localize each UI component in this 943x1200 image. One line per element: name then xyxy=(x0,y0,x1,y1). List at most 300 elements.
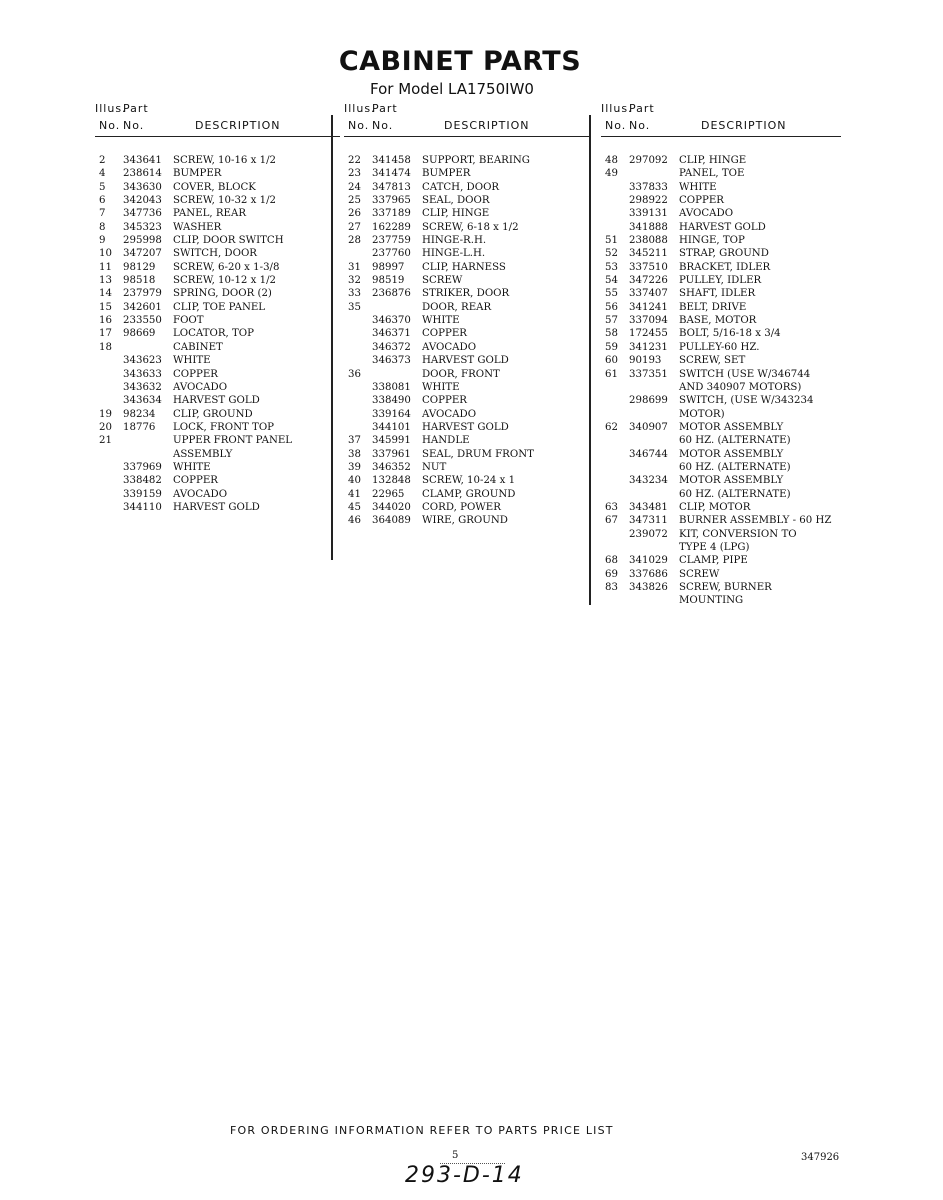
illus-number: 27 xyxy=(348,221,361,233)
table-row xyxy=(601,448,841,461)
header-label: Illus. xyxy=(344,102,376,115)
part-description: SCREW, 6-20 x 1-3/8 xyxy=(173,261,280,273)
table-row xyxy=(601,581,841,594)
part-description: COPPER xyxy=(422,395,467,407)
table-row xyxy=(344,488,589,501)
part-description: STRIKER, DOOR xyxy=(422,288,510,300)
table-row xyxy=(344,207,589,220)
table-row xyxy=(95,234,340,247)
part-description: MOTOR ASSEMBLY xyxy=(679,475,784,487)
table-row xyxy=(601,461,841,474)
part-description: CLIP, MOTOR xyxy=(679,501,751,513)
part-description: STRAP, GROUND xyxy=(679,248,769,260)
table-row xyxy=(344,327,589,340)
part-description: FOOT xyxy=(173,315,204,327)
table-row xyxy=(601,434,841,447)
part-number: 237760 xyxy=(372,248,411,260)
table-row xyxy=(601,488,841,501)
header-label: No. xyxy=(123,119,145,132)
part-number: 347226 xyxy=(629,275,668,287)
part-number: 162289 xyxy=(372,221,411,233)
table-row xyxy=(601,514,841,527)
table-row xyxy=(95,221,340,234)
part-description: MOUNTING xyxy=(679,595,744,607)
part-number: 236876 xyxy=(372,288,411,300)
illus-number: 46 xyxy=(348,515,361,527)
part-description: HANDLE xyxy=(422,435,470,447)
part-description: BUMPER xyxy=(422,168,471,180)
table-row xyxy=(344,167,589,180)
illus-number: 52 xyxy=(605,248,618,260)
part-number: 341241 xyxy=(629,301,668,313)
illus-number: 36 xyxy=(348,368,361,380)
table-row xyxy=(344,274,589,287)
part-description: SWITCH, (USE W/343234 xyxy=(679,395,814,407)
illus-number: 7 xyxy=(99,208,106,220)
table-row xyxy=(95,261,340,274)
part-number: 237979 xyxy=(123,288,162,300)
part-number: 298922 xyxy=(629,195,668,207)
header-label: Part xyxy=(629,102,655,115)
part-number: 98997 xyxy=(372,261,405,273)
table-row xyxy=(601,474,841,487)
part-description: PULLEY-60 HZ. xyxy=(679,341,760,353)
table-row xyxy=(344,261,589,274)
part-number: 345323 xyxy=(123,221,162,233)
part-number: 343623 xyxy=(123,355,162,367)
part-description: MOTOR ASSEMBLY xyxy=(679,421,784,433)
part-description: AVOCADO xyxy=(173,488,228,500)
table-row xyxy=(344,154,589,167)
illus-number: 62 xyxy=(605,421,618,433)
part-description: COPPER xyxy=(173,475,218,487)
illus-number: 37 xyxy=(348,435,361,447)
table-row xyxy=(95,194,340,207)
part-description: HARVEST GOLD xyxy=(679,221,766,233)
table-row xyxy=(344,421,589,434)
part-number: 98234 xyxy=(123,408,156,420)
table-row xyxy=(95,421,340,434)
part-description: MOTOR ASSEMBLY xyxy=(679,448,784,460)
table-row xyxy=(95,154,340,167)
part-description: SPRING, DOOR (2) xyxy=(173,288,272,300)
part-description: HARVEST GOLD xyxy=(173,501,260,513)
header-label: Part xyxy=(372,102,398,115)
ordering-note: FOR ORDERING INFORMATION REFER TO PARTS PRICE LIST xyxy=(230,1124,614,1137)
table-row xyxy=(601,234,841,247)
part-number: 338482 xyxy=(123,475,162,487)
part-number: 238088 xyxy=(629,235,668,247)
part-number: 343632 xyxy=(123,381,162,393)
part-description: CLIP, HARNESS xyxy=(422,261,506,273)
part-number: 347736 xyxy=(123,208,162,220)
part-description: HARVEST GOLD xyxy=(173,395,260,407)
illus-number: 63 xyxy=(605,501,618,513)
part-number: 337686 xyxy=(629,568,668,580)
part-description: CLAMP, PIPE xyxy=(679,555,748,567)
part-description: WHITE xyxy=(679,181,717,193)
table-row xyxy=(95,354,340,367)
table-row xyxy=(95,381,340,394)
illus-number: 53 xyxy=(605,261,618,273)
illus-number: 45 xyxy=(348,501,361,513)
part-description: SEAL, DRUM FRONT xyxy=(422,448,534,460)
header-label: No. xyxy=(605,119,627,132)
column-header xyxy=(95,102,340,137)
table-row xyxy=(95,448,340,461)
illus-number: 4 xyxy=(99,168,106,180)
part-description: 60 HZ. (ALTERNATE) xyxy=(679,488,791,500)
table-row xyxy=(601,327,841,340)
table-row xyxy=(95,301,340,314)
part-number: 343641 xyxy=(123,155,162,166)
header-label: Part xyxy=(123,102,149,115)
table-row xyxy=(601,594,841,607)
table-row xyxy=(601,541,841,554)
part-description: SCREW, 10-12 x 1/2 xyxy=(173,275,277,287)
illus-number: 25 xyxy=(348,195,361,207)
part-number: 98669 xyxy=(123,328,156,340)
part-description: SCREW, BURNER xyxy=(679,582,772,593)
illus-number: 19 xyxy=(99,408,112,420)
part-description: COVER, BLOCK xyxy=(173,181,256,193)
part-description: SWITCH, DOOR xyxy=(173,248,257,260)
part-description: 60 HZ. (ALTERNATE) xyxy=(679,435,791,447)
part-number: 347813 xyxy=(372,181,411,193)
illus-number: 55 xyxy=(605,288,618,300)
table-row xyxy=(344,194,589,207)
part-description: BOLT, 5/16-18 x 3/4 xyxy=(679,328,781,340)
illus-number: 10 xyxy=(99,248,112,260)
table-row xyxy=(601,167,841,180)
illus-number: 23 xyxy=(348,168,361,180)
part-number: 337969 xyxy=(123,461,162,473)
part-description: SEAL, DOOR xyxy=(422,195,490,207)
table-row xyxy=(601,247,841,260)
table-row xyxy=(601,394,841,407)
part-description: SCREW, 10-24 x 1 xyxy=(422,475,516,487)
table-row xyxy=(601,194,841,207)
table-row xyxy=(601,381,841,394)
part-description: PANEL, TOE xyxy=(679,168,745,180)
table-row xyxy=(344,221,589,234)
part-number: 346352 xyxy=(372,461,411,473)
part-description: CLAMP, GROUND xyxy=(422,488,516,500)
part-number: 364089 xyxy=(372,515,411,527)
illus-number: 26 xyxy=(348,208,361,220)
part-number: 337189 xyxy=(372,208,411,220)
part-description: PULLEY, IDLER xyxy=(679,275,762,287)
part-number: 344020 xyxy=(372,501,411,513)
part-number: 346744 xyxy=(629,448,668,460)
part-number: 343234 xyxy=(629,475,668,487)
part-description: CLIP, GROUND xyxy=(173,408,253,420)
header-label: DESCRIPTION xyxy=(701,119,787,132)
illus-number: 14 xyxy=(99,288,112,300)
illus-number: 39 xyxy=(348,461,361,473)
illus-number: 9 xyxy=(99,235,106,247)
part-description: COPPER xyxy=(679,195,724,207)
illus-number: 13 xyxy=(99,275,112,287)
part-number: 346373 xyxy=(372,355,411,367)
part-description: SCREW xyxy=(679,568,720,580)
page-title: CABINET PARTS xyxy=(338,46,582,77)
header-label: No. xyxy=(99,119,121,132)
part-number: 344110 xyxy=(123,501,162,513)
part-number: 345211 xyxy=(629,248,668,260)
part-description: CLIP, HINGE xyxy=(679,155,747,166)
part-description: WHITE xyxy=(422,381,460,393)
table-row xyxy=(601,154,841,167)
table-row xyxy=(601,501,841,514)
part-number: 343481 xyxy=(629,501,668,513)
table-row xyxy=(95,327,340,340)
header-label: No. xyxy=(372,119,394,132)
table-row xyxy=(344,287,589,300)
part-number: 337510 xyxy=(629,261,668,273)
part-description: CLIP, HINGE xyxy=(422,208,490,220)
part-number: 346371 xyxy=(372,328,411,340)
part-description: WASHER xyxy=(173,221,222,233)
part-description: 60 HZ. (ALTERNATE) xyxy=(679,461,791,473)
table-row xyxy=(601,568,841,581)
part-number: 90193 xyxy=(629,355,662,367)
column-divider xyxy=(589,115,591,605)
part-number: 238614 xyxy=(123,168,162,180)
part-description: WHITE xyxy=(173,355,211,367)
part-number: 338490 xyxy=(372,395,411,407)
part-description: AVOCADO xyxy=(422,341,477,353)
part-number: 343826 xyxy=(629,582,668,593)
illus-number: 38 xyxy=(348,448,361,460)
table-row xyxy=(601,221,841,234)
illus-number: 5 xyxy=(99,181,106,193)
part-description: WHITE xyxy=(422,315,460,327)
part-description: LOCATOR, TOP xyxy=(173,328,255,340)
part-number: 298699 xyxy=(629,395,668,407)
part-description: CATCH, DOOR xyxy=(422,181,500,193)
table-row xyxy=(601,314,841,327)
table-row xyxy=(344,181,589,194)
table-row xyxy=(601,207,841,220)
part-description: HINGE-L.H. xyxy=(422,248,486,260)
table-row xyxy=(601,528,841,541)
table-row xyxy=(601,408,841,421)
illus-number: 41 xyxy=(348,488,361,500)
part-description: CABINET xyxy=(173,341,223,353)
illus-number: 31 xyxy=(348,261,361,273)
table-row xyxy=(95,488,340,501)
part-description: BURNER ASSEMBLY - 60 HZ xyxy=(679,515,832,527)
part-description: TYPE 4 (LPG) xyxy=(679,541,750,553)
header-label: DESCRIPTION xyxy=(444,119,530,132)
part-number: 172455 xyxy=(629,328,668,340)
table-row xyxy=(95,207,340,220)
table-row xyxy=(344,301,589,314)
part-description: COPPER xyxy=(173,368,218,380)
part-number: 337961 xyxy=(372,448,411,460)
table-row xyxy=(344,234,589,247)
part-number: 337833 xyxy=(629,181,668,193)
part-description: ASSEMBLY xyxy=(173,448,233,460)
table-row xyxy=(601,181,841,194)
illus-number: 51 xyxy=(605,235,618,247)
part-description: BUMPER xyxy=(173,168,222,180)
part-number: 337965 xyxy=(372,195,411,207)
part-number: 343633 xyxy=(123,368,162,380)
table-row xyxy=(344,394,589,407)
part-number: 347311 xyxy=(629,515,668,527)
part-number: 239072 xyxy=(629,528,668,540)
part-number: 339131 xyxy=(629,208,668,220)
column-divider xyxy=(331,115,333,560)
illus-number: 2 xyxy=(99,155,106,166)
column-header xyxy=(344,102,589,137)
table-row xyxy=(95,181,340,194)
column-header xyxy=(601,102,841,137)
part-description: PANEL, REAR xyxy=(173,208,247,220)
table-row xyxy=(344,354,589,367)
part-description: COPPER xyxy=(422,328,467,340)
illus-number: 58 xyxy=(605,328,618,340)
part-description: CLIP, DOOR SWITCH xyxy=(173,235,284,247)
table-row xyxy=(95,314,340,327)
header-label: No. xyxy=(629,119,651,132)
part-description: SCREW, SET xyxy=(679,355,746,367)
illus-number: 57 xyxy=(605,315,618,327)
part-number: 342043 xyxy=(123,195,162,207)
part-description: SUPPORT, BEARING xyxy=(422,155,530,166)
illus-number: 40 xyxy=(348,475,361,487)
table-row xyxy=(344,448,589,461)
table-row xyxy=(601,341,841,354)
part-number: 98519 xyxy=(372,275,405,287)
illus-number: 28 xyxy=(348,235,361,247)
part-description: HARVEST GOLD xyxy=(422,355,509,367)
illus-number: 67 xyxy=(605,515,618,527)
part-number: 343634 xyxy=(123,395,162,407)
table-row xyxy=(601,287,841,300)
part-number: 337407 xyxy=(629,288,668,300)
part-number: 342601 xyxy=(123,301,162,313)
part-description: BRACKET, IDLER xyxy=(679,261,771,273)
illus-number: 24 xyxy=(348,181,361,193)
table-row xyxy=(95,461,340,474)
part-description: AVOCADO xyxy=(679,208,734,220)
table-row xyxy=(344,368,589,381)
table-row xyxy=(601,354,841,367)
part-number: 346372 xyxy=(372,341,411,353)
part-number: 341231 xyxy=(629,341,668,353)
header-label: No. xyxy=(348,119,370,132)
table-row xyxy=(601,554,841,567)
part-number: 295998 xyxy=(123,235,162,247)
table-row xyxy=(95,167,340,180)
table-row xyxy=(95,474,340,487)
illus-number: 61 xyxy=(605,368,618,380)
illus-number: 15 xyxy=(99,301,112,313)
illus-number: 20 xyxy=(99,421,112,433)
part-description: SCREW, 10-32 x 1/2 xyxy=(173,195,277,207)
document-code: 347926 xyxy=(801,1152,840,1163)
table-row xyxy=(344,408,589,421)
part-description: HARVEST GOLD xyxy=(422,421,509,433)
illus-number: 54 xyxy=(605,275,618,287)
parts-column-1 xyxy=(95,102,340,514)
part-number: 341474 xyxy=(372,168,411,180)
part-description: DOOR, REAR xyxy=(422,301,492,313)
part-number: 345991 xyxy=(372,435,411,447)
table-row xyxy=(344,381,589,394)
table-row xyxy=(95,274,340,287)
illus-number: 69 xyxy=(605,568,618,580)
illus-number: 48 xyxy=(605,155,618,166)
table-row xyxy=(95,394,340,407)
part-description: HINGE, TOP xyxy=(679,235,745,247)
page-number: 5 xyxy=(452,1150,459,1161)
table-row xyxy=(95,368,340,381)
table-row xyxy=(95,434,340,447)
part-number: 341029 xyxy=(629,555,668,567)
illus-number: 32 xyxy=(348,275,361,287)
part-description: BASE, MOTOR xyxy=(679,315,757,327)
part-description: DOOR, FRONT xyxy=(422,368,500,380)
part-number: 132848 xyxy=(372,475,411,487)
parts-column-3 xyxy=(601,102,841,608)
part-description: UPPER FRONT PANEL xyxy=(173,435,293,447)
table-row xyxy=(344,314,589,327)
model-subtitle: For Model LA1750IW0 xyxy=(370,80,534,98)
table-row xyxy=(95,501,340,514)
part-number: 341458 xyxy=(372,155,411,166)
part-description: BELT, DRIVE xyxy=(679,301,747,313)
illus-number: 56 xyxy=(605,301,618,313)
part-description: SCREW xyxy=(422,275,463,287)
part-description: WHITE xyxy=(173,461,211,473)
part-description: HINGE-R.H. xyxy=(422,235,487,247)
part-number: 340907 xyxy=(629,421,668,433)
part-number: 338081 xyxy=(372,381,411,393)
part-description: SHAFT, IDLER xyxy=(679,288,756,300)
illus-number: 11 xyxy=(99,261,112,273)
illus-number: 59 xyxy=(605,341,618,353)
illus-number: 8 xyxy=(99,221,106,233)
table-row xyxy=(95,341,340,354)
table-row xyxy=(344,501,589,514)
part-description: AND 340907 MOTORS) xyxy=(679,381,802,393)
part-number: 339159 xyxy=(123,488,162,500)
part-number: 297092 xyxy=(629,155,668,166)
table-row xyxy=(344,247,589,260)
table-row xyxy=(95,408,340,421)
part-description: MOTOR) xyxy=(679,408,725,420)
illus-number: 18 xyxy=(99,341,112,353)
table-row xyxy=(601,368,841,381)
table-row xyxy=(95,287,340,300)
table-row xyxy=(601,421,841,434)
illus-number: 83 xyxy=(605,582,618,593)
illus-number: 6 xyxy=(99,195,106,207)
part-description: LOCK, FRONT TOP xyxy=(173,421,275,433)
header-label: Illus. xyxy=(95,102,127,115)
part-description: SWITCH (USE W/346744 xyxy=(679,368,811,380)
table-row xyxy=(95,247,340,260)
header-label: Illus. xyxy=(601,102,633,115)
part-description: AVOCADO xyxy=(173,381,228,393)
part-number: 344101 xyxy=(372,421,411,433)
part-number: 237759 xyxy=(372,235,411,247)
illus-number: 16 xyxy=(99,315,112,327)
